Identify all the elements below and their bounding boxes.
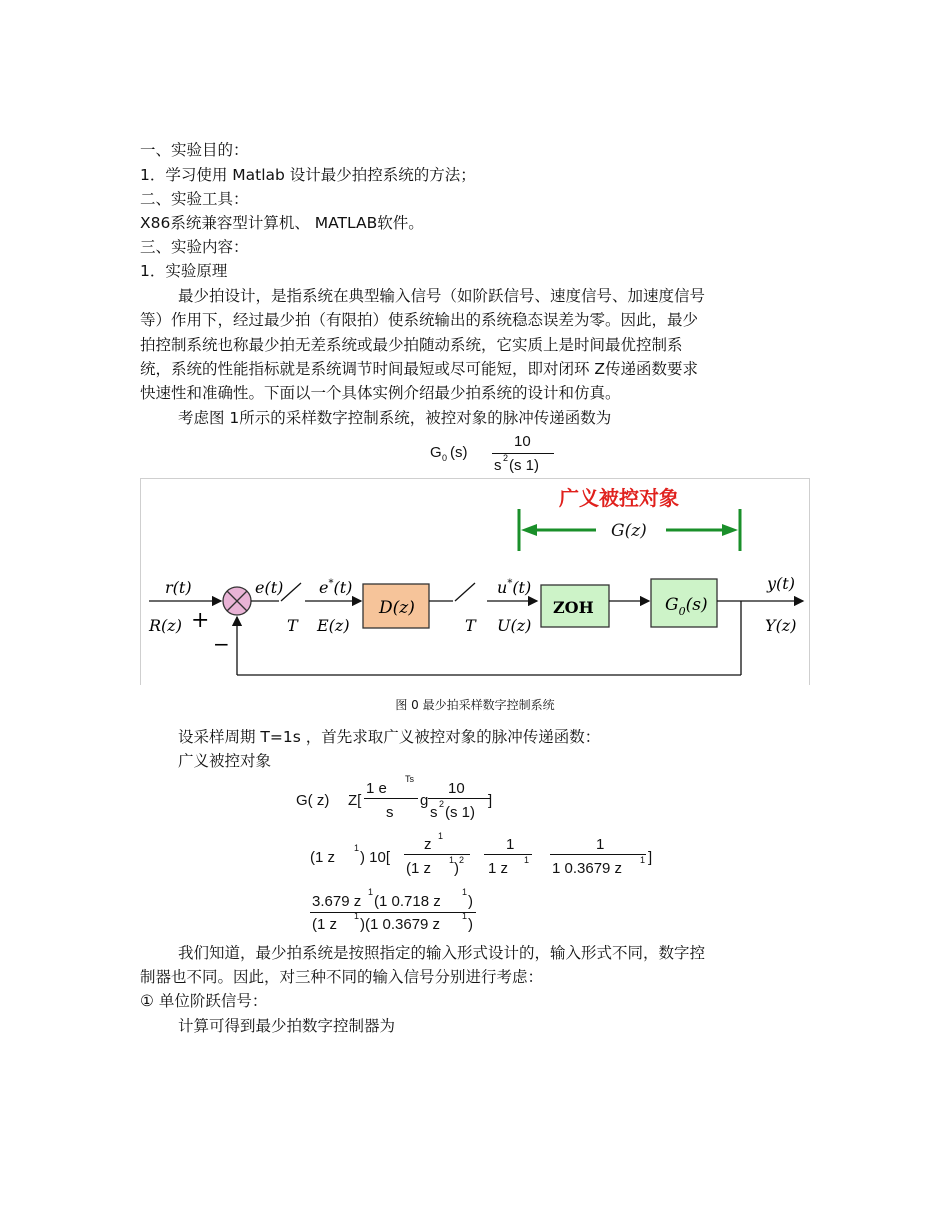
block-diagram-svg [141, 479, 809, 685]
paragraph-line: 广义被控对象 [178, 752, 272, 770]
zoh-label: ZOH [553, 598, 594, 617]
block-diagram [140, 478, 810, 685]
paragraph-line: 快速性和准确性。下面以一个具体实例介绍最少拍系统的设计和仿真。 [140, 384, 621, 402]
paragraph-line: 我们知道，最少拍系统是按照指定的输入形式设计的，输入形式不同，数字控 [178, 944, 706, 962]
paragraph-line: 等）作用下，经过最少拍（有限拍）使系统输出的系统稳态误差为零。因此，最少 [140, 311, 699, 329]
paragraph-line: 计算可得到最少拍数字控制器为 [178, 1017, 396, 1035]
Ez-label: E(z) [317, 616, 350, 635]
Dz-label: D(z) [379, 598, 415, 618]
paragraph-line: 制器也不同。因此，对三种不同的输入信号分别进行考虑： [140, 968, 544, 986]
sampler-switch-2 [455, 583, 475, 601]
subsection-heading-principle: 1．实验原理 [140, 262, 228, 280]
estar-label: e*(t) [319, 578, 353, 597]
Uz-label: U(z) [497, 616, 532, 635]
Rz-label: R(z) [149, 616, 182, 635]
et-label: e(t) [255, 578, 284, 597]
paragraph-line: 统，系统的性能指标就是系统调节时间最短或尽可能短，即对闭环 Z传递函数要求 [140, 360, 699, 378]
gz-label: G(z) [611, 521, 647, 541]
ustar-label: u*(t) [497, 578, 532, 597]
paragraph-line: 设采样周期 T=1s ，首先求取广义被控对象的脉冲传递函数： [178, 728, 601, 746]
paragraph-line: 拍控制系统也称最少拍无差系统或最少拍随动系统，它实质上是时间最优控制系 [140, 336, 683, 354]
plus-sign: + [191, 608, 210, 633]
T1-label: T [287, 616, 298, 635]
yt-label: y(t) [767, 574, 795, 593]
rt-label: r(t) [165, 578, 192, 597]
plant-title: 广义被控对象 [559, 486, 679, 510]
Yz-label: Y(z) [765, 616, 797, 635]
sampler-switch-1 [281, 583, 301, 601]
T2-label: T [465, 616, 476, 635]
tools-text: X86系统兼容型计算机、 MATLAB软件。 [140, 214, 424, 232]
paragraph-line: 考虑图 1所示的采样数字控制系统，被控对象的脉冲传递函数为 [178, 409, 612, 427]
section-heading-tools: 二、实验工具： [140, 190, 249, 208]
g0-label: $G_0(s)$ [665, 595, 708, 618]
purpose-item: 1．学习使用 Matlab 设计最少拍控系统的方法； [140, 166, 476, 184]
figure-caption: 图 0 最少拍采样数字控制系统 [395, 698, 555, 712]
list-item-step-input: ① 单位阶跃信号： [140, 992, 268, 1010]
paragraph-line: 最少拍设计，是指系统在典型输入信号（如阶跃信号、速度信号、加速度信号 [178, 287, 706, 305]
section-heading-content: 三、实验内容： [140, 238, 249, 256]
minus-sign: − [213, 632, 230, 656]
section-heading-purpose: 一、实验目的： [140, 141, 249, 159]
